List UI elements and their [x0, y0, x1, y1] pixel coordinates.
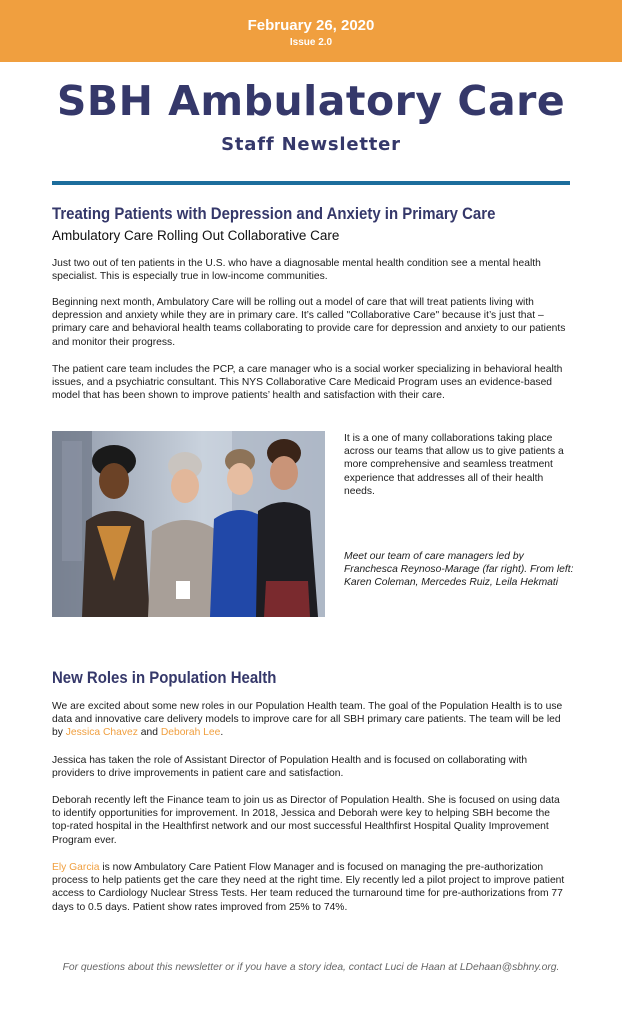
article-paragraph: The patient care team includes the PCP, a care manager who is a social worker specializing in behavioral health issues, and a psychiatric consultant. This NYS Collaborative Care Medicaid Program uses an evidence-based model that has been shown to improve patients’ health and satisfaction with their care. [52, 364, 563, 402]
footer-contact: For questions about this newsletter or if you have a story idea, contact Luci de Haan at LDehaan@sbhny.org. [62, 962, 560, 973]
issue-date: February 26, 2020 [247, 17, 375, 34]
header-divider [52, 181, 570, 185]
issue-number: Issue 2.0 [289, 37, 333, 48]
article-paragraph [52, 861, 570, 914]
team-photo [52, 431, 325, 617]
article-paragraph: Just two out of ten patients in the U.S. who have a diagnosable mental health condition see a mental health specialist. This is especially true in low-income communities. [52, 258, 541, 283]
newsletter-title: SBH Ambulatory Care [56, 77, 566, 125]
staff-link-jessica-chavez[interactable]: Jessica Chavez [65, 727, 138, 739]
article-side-text: It is a one of many collaborations taking place across our teams that allow us to give patients a more comprehensive and seamless treatment experience that addresses all of their health needs. [344, 433, 564, 497]
header-bar [0, 0, 622, 62]
article-headline: New Roles in Population Health [52, 668, 277, 687]
paragraph-text: is now Ambulatory Care Patient Flow Manager and is focused on managing the pre-authorization process to help patients get the care they need at the right time. Ely recently led a pilot project to improve patient access to Cardiology Nuclear Stress Tests. Her team reduced the turnaround time for pre-authorizations from 77 days to 0.5 days. Patient show rates improved from 25% to 74%. [52, 862, 565, 913]
newsletter-subtitle: Staff Newsletter [221, 134, 401, 155]
article-paragraph: Jessica has taken the role of Assistant Director of Population Health and is focused on collaborating with providers to drive improvements in patient care and satisfaction. [52, 755, 528, 780]
staff-link-deborah-lee[interactable]: Deborah Lee [160, 727, 221, 739]
article-headline: Treating Patients with Depression and Anxiety in Primary Care [52, 204, 496, 223]
photo-caption: Meet our team of care managers led by Franchesca Reynoso-Marage (far right). From left: Karen Coleman, Mercedes Ruiz, Leila Hekmati [344, 551, 574, 589]
paragraph-text: and [140, 727, 158, 739]
article-paragraph [52, 700, 570, 740]
paragraph-text: . [220, 727, 224, 739]
team-photo-illustration [52, 431, 325, 617]
staff-link-ely-garcia[interactable]: Ely Garcia [52, 862, 100, 873]
article-paragraph: Beginning next month, Ambulatory Care will be rolling out a model of care that will treat patients living with depression and anxiety while they are in primary care. It’s called "Collaborative Care" because it’s just that – primary care and behavioral health teams collaborating to provide care for depression and anxiety to our patients and monitor their progress. [52, 297, 566, 348]
article-subheadline: Ambulatory Care Rolling Out Collaborative Care [52, 228, 340, 243]
article-paragraph: Deborah recently left the Finance team to join us as Director of Population Health. She is focused on using data to identify opportunities for improvement. In 2018, Jessica and Deborah were key to helping SBH become the top-rated hospital in the Healthfirst network and our most successful Healthfirst Hospital Quality Improvement Program ever. [52, 795, 560, 846]
paragraph-text: We are excited about some new roles in our Population Health team. The goal of the Population Health is to use data and innovative care delivery models to improve care for all SBH primary care patients. The team will be led by [52, 701, 563, 739]
